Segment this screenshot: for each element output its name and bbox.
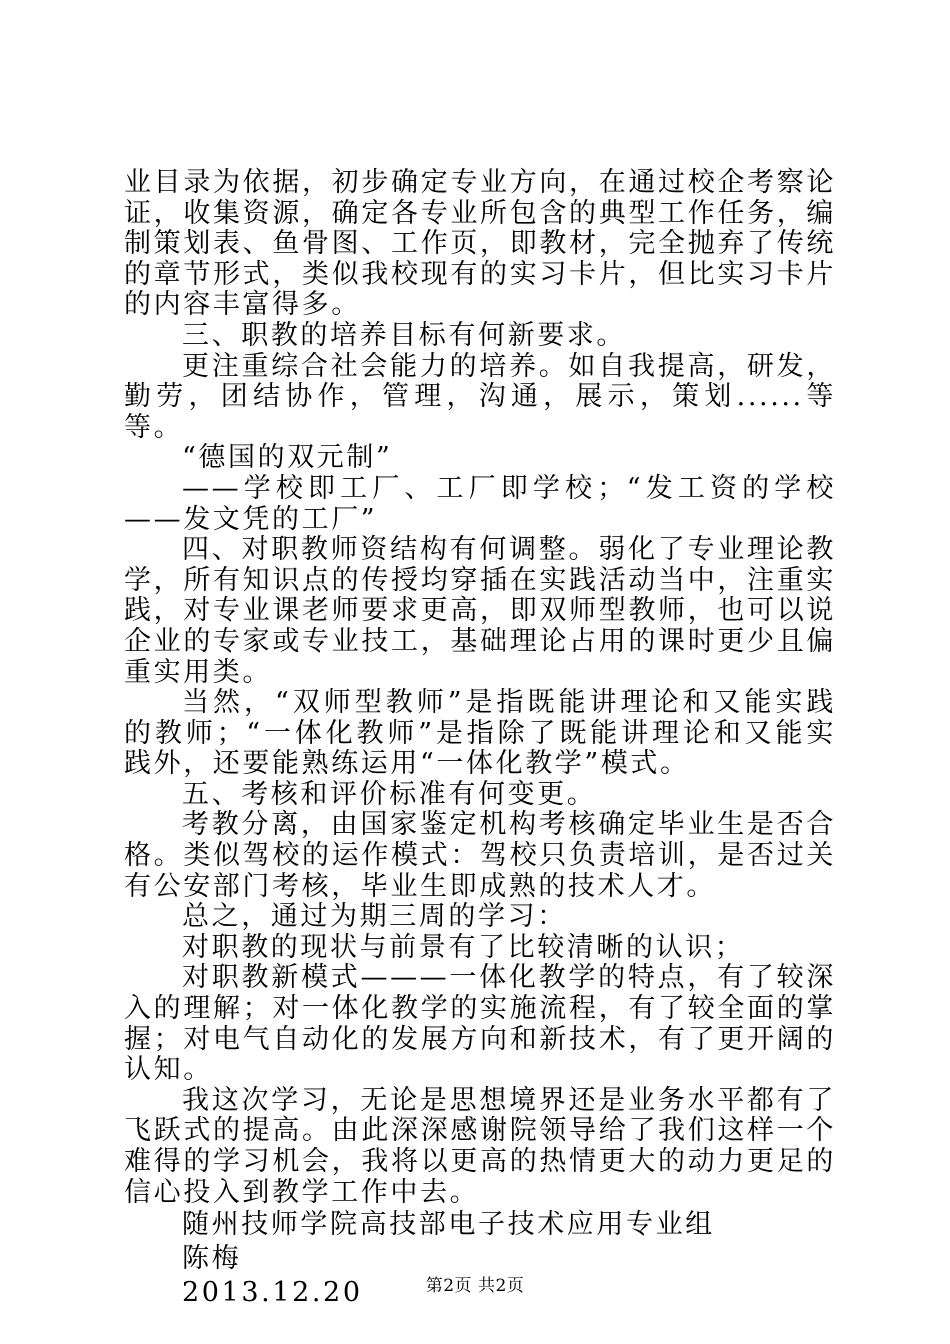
paragraph: 我这次学习，无论是思想境界还是业务水平都有了飞跃式的提高。由此深深感谢院领导给了我们这样一个难得的学习机会，我将以更高的热情更大的动力更足的信心投入到教学工作中去。 [124,1084,836,1208]
paragraph: 考教分离，由国家鉴定机构考核确定毕业生是否合格。类似驾校的运作模式：驾校只负责培训，是否过关有公安部门考核，毕业生即成熟的技术人才。 [124,809,836,902]
document-body [124,168,836,1310]
paragraph: 对职教新模式———一体化教学的特点，有了较深入的理解；对一体化教学的实施流程，有了较全面的掌握；对电气自动化的发展方向和新技术，有了更开阔的认知。 [124,962,836,1086]
paragraph: 业目录为依据，初步确定专业方向，在通过校企考察论证，收集资源，确定各专业所包含的典型工作任务，编制策划表、鱼骨图、工作页，即教材，完全抛弃了传统的章节形式，类似我校现有的实习卡片，但比实习卡片的内容丰富得多。 [124,167,836,321]
section-heading-5: 五、考核和评价标准有何变更。 [182,778,597,810]
paragraph: 当然，“双师型教师”是指既能讲理论和又能实践的教师；“一体化教师”是指除了既能讲理论和又能实践外，还要能熟练运用“一体化教学”模式。 [124,687,836,780]
paragraph: 总之，通过为期三周的学习： [182,901,567,933]
section-heading-3: 三、职教的培养目标有何新要求。 [182,319,626,351]
signature-date: 2013.12.20 [182,1277,363,1309]
paragraph: 对职教的现状与前景有了比较清晰的认识； [182,931,745,963]
page-footer: 第2页 共2页 [425,1276,525,1296]
section-heading-4: 四、对职教师资结构有何调整。弱化了专业理论教学，所有知识点的传授均穿插在实践活动当中，注重实践，对专业课老师要求更高，即双师型教师，也可以说企业的专家或专业技工，基础理论占用的课时更少且偏重实用类。 [124,534,836,688]
paragraph: “德国的双元制” [182,442,393,474]
signature-organization: 随州技师学院高技部电子技术应用专业组 [182,1209,715,1241]
paragraph: ——学校即工厂、工厂即学校；“发工资的学校——发文凭的工厂” [124,472,836,535]
signature-author: 陈梅 [182,1243,242,1275]
paragraph: 更注重综合社会能力的培养。如自我提高，研发，勤劳，团结协作，管理，沟通，展示，策划......等等。 [124,350,836,443]
